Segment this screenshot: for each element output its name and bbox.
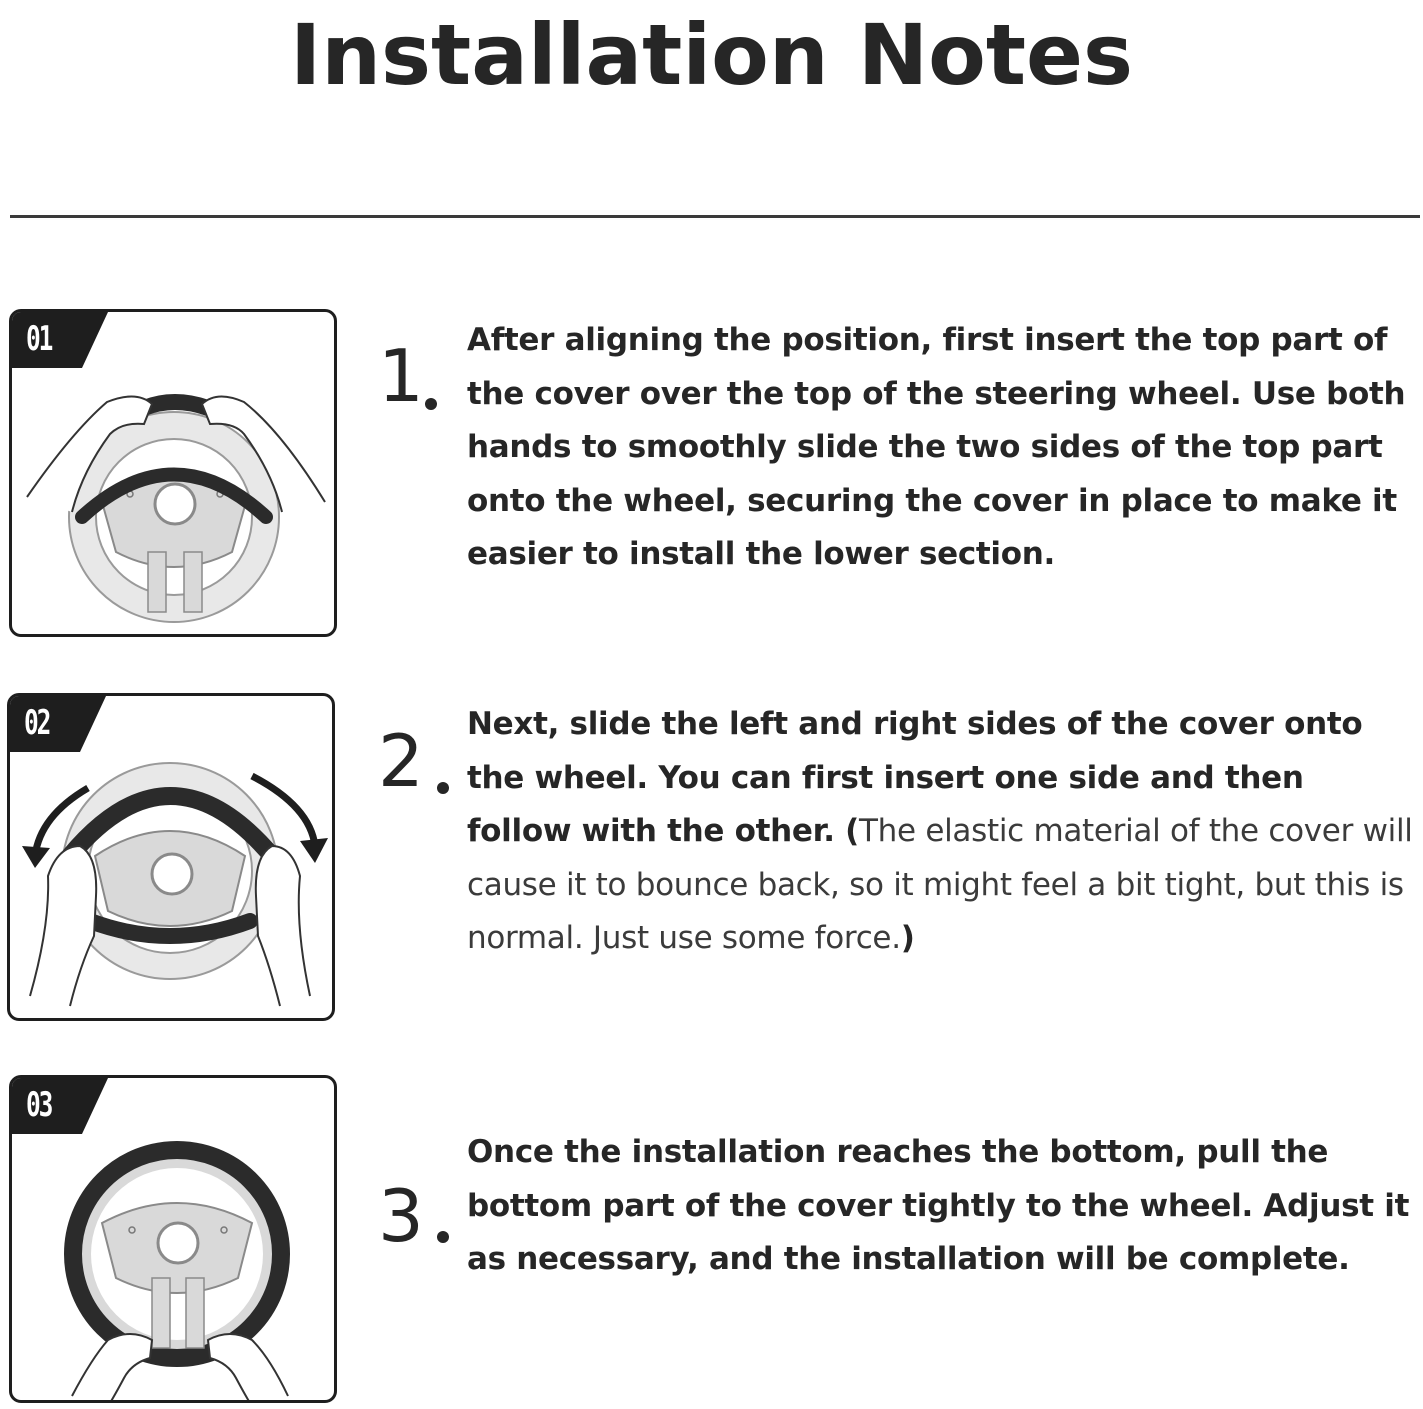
step-3-tag (12, 1078, 112, 1134)
step-3-text (467, 1126, 1417, 1287)
step-1-illustration-box (9, 309, 337, 637)
step-2-illustration-box (7, 693, 335, 1021)
step-3-illustration-box (9, 1075, 337, 1403)
divider (10, 215, 1420, 218)
step-3-number-dot (437, 1231, 449, 1243)
step-2-text-light: The elastic material of the cover will cause it to bounce back, so it might feel a bit tight, but this is normal. Just use some force. (467, 813, 1413, 956)
step-2-text-close: ) (900, 920, 915, 956)
step-1-text (467, 314, 1417, 582)
step-2-number-dot (437, 782, 449, 794)
page-title: Installation Notes (290, 6, 1133, 104)
step-1-text-bold: After aligning the position, first insert the top part of the cover over the top of the steering wheel. Use both hands to smoothly slide the two sides of the top part onto the wheel, securing the cover in place to make it easier to install the lower section. (467, 322, 1406, 572)
step-2-text-bold: Next, slide the left and right sides of the cover onto the wheel. You can first insert one side and then follow with the other. ( (467, 706, 1363, 849)
step-2-number: 2 (378, 719, 424, 803)
step-1-number: 1 (378, 334, 424, 418)
step-2-tag (10, 696, 110, 752)
step-3-text-bold: Once the installation reaches the bottom, pull the bottom part of the cover tightly to the wheel. Adjust it as necessary, and the installation will be complete. (467, 1134, 1410, 1277)
step-3-number: 3 (378, 1174, 424, 1258)
step-2-text (467, 698, 1417, 966)
step-1-tag-label: 01 (26, 319, 52, 359)
step-3-tag-label: 03 (26, 1085, 52, 1125)
step-1-number-dot (425, 398, 437, 410)
step-2-tag-label: 02 (24, 703, 50, 743)
step-1-tag (12, 312, 112, 368)
